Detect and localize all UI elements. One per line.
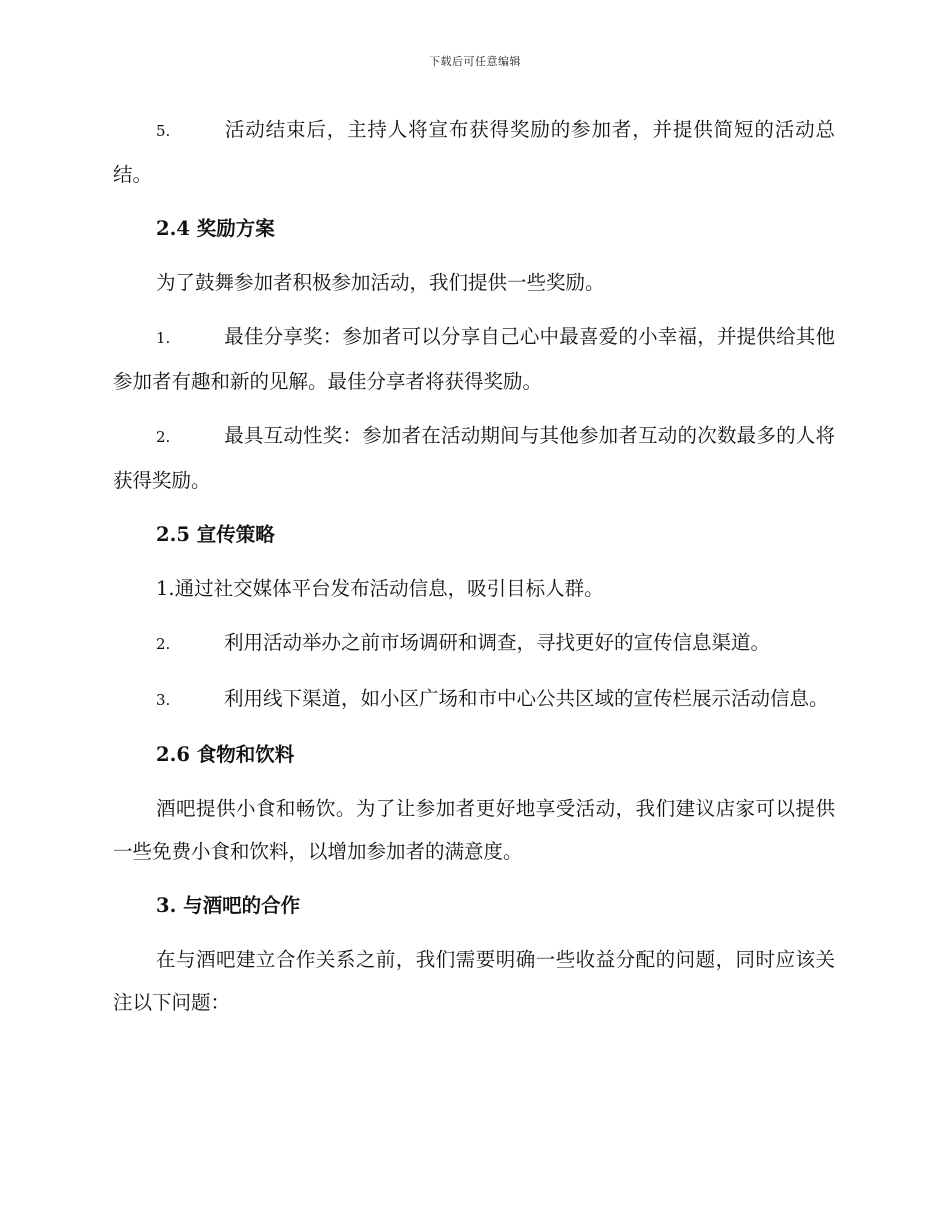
list-text: 最具互动性奖：参加者在活动期间与其他参加者互动的次数最多的人将获得奖励。 — [113, 424, 835, 492]
list-item-promo-2 — [113, 621, 835, 666]
list-text: 活动结束后，主持人将宣布获得奖励的参加者，并提供简短的活动总结。 — [113, 118, 835, 186]
list-text: 利用活动举办之前市场调研和调查，寻找更好的宣传信息渠道。 — [224, 631, 771, 654]
section-heading-3: 3. 与酒吧的合作 — [156, 894, 301, 917]
page-header: 下载后可任意编辑 — [429, 55, 521, 68]
list-item-reward-2 — [113, 414, 835, 502]
list-item-promo-3 — [113, 677, 835, 722]
cooperation-paragraph: 在与酒吧建立合作关系之前，我们需要明确一些收益分配的问题，同时应该关注以下问题： — [113, 948, 835, 1014]
section-heading-2-4: 2.4 奖励方案 — [156, 217, 275, 240]
list-item-reward-1 — [113, 315, 835, 403]
document-body — [113, 108, 835, 1035]
section-heading-2-5: 2.5 宣传策略 — [156, 523, 275, 546]
list-text: 最佳分享奖：参加者可以分享自己心中最喜爱的小幸福，并提供给其他参加者有趣和新的见解。最佳分享者将获得奖励。 — [113, 325, 835, 393]
list-number: 2. — [156, 428, 171, 446]
list-item-promo-1: 1.通过社交媒体平台发布活动信息，吸引目标人群。 — [156, 577, 604, 600]
list-number: 5. — [156, 122, 171, 140]
list-number: 1. — [156, 329, 171, 347]
list-item-activity-5 — [113, 108, 835, 196]
section-heading-2-6: 2.6 食物和饮料 — [156, 743, 295, 766]
list-number: 2. — [156, 635, 171, 653]
list-number: 3. — [156, 691, 171, 709]
list-text: 利用线下渠道，如小区广场和市中心公共区域的宣传栏展示活动信息。 — [224, 687, 829, 710]
food-paragraph: 酒吧提供小食和畅饮。为了让参加者更好地享受活动，我们建议店家可以提供一些免费小食和饮料，以增加参加者的满意度。 — [113, 797, 835, 863]
reward-intro-paragraph: 为了鼓舞参加者积极参加活动，我们提供一些奖励。 — [156, 271, 605, 294]
